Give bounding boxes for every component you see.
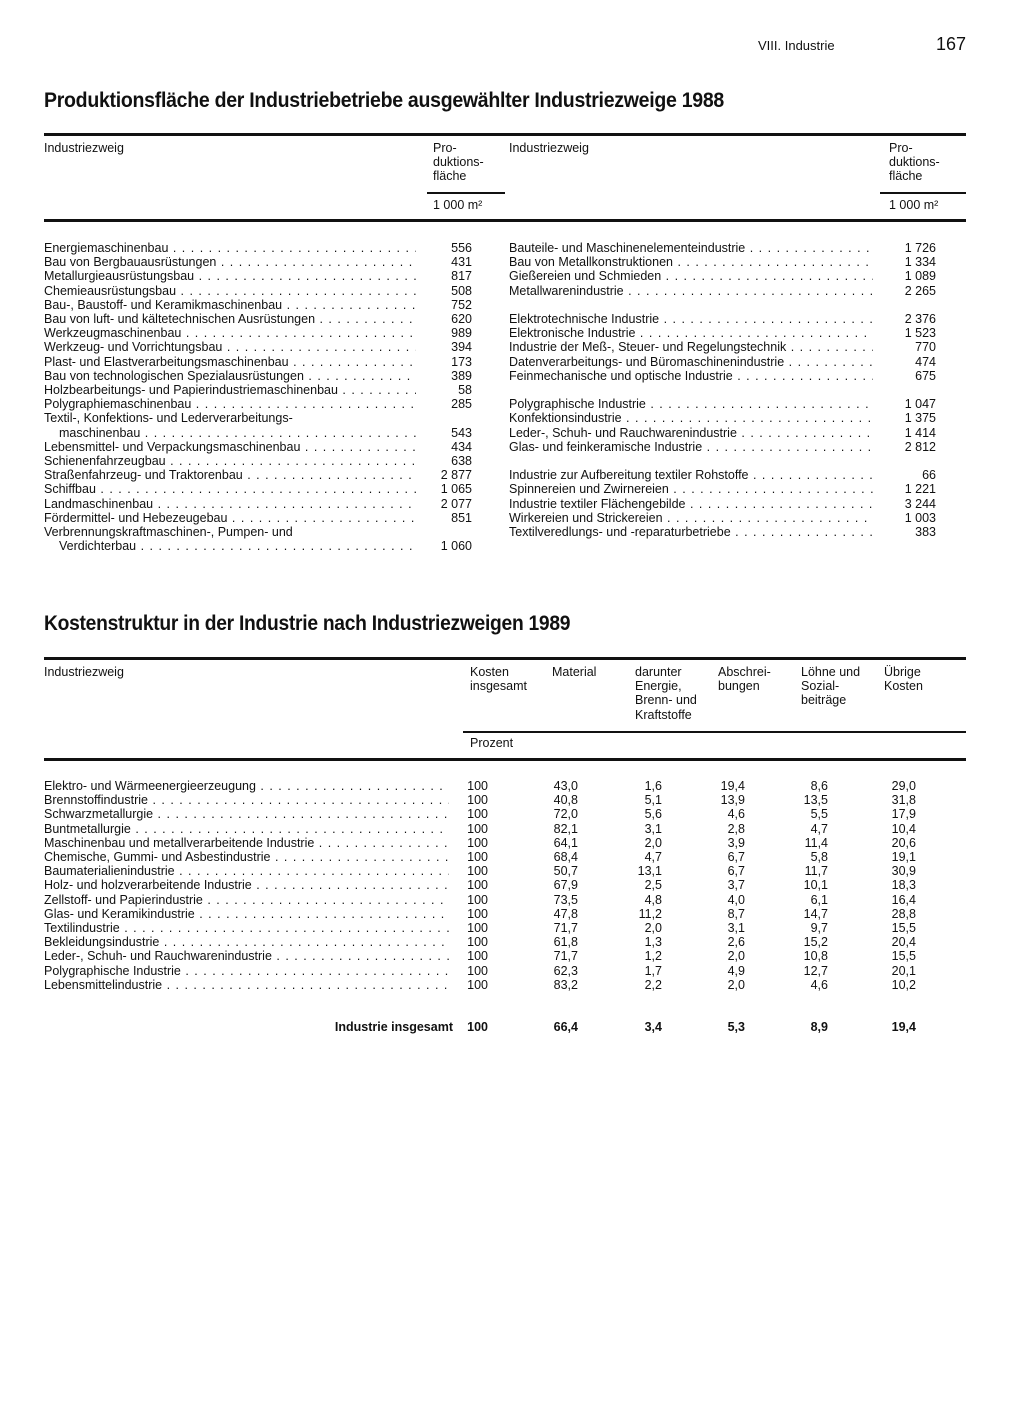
row-label: Elektrotechnische Industrie . . . [509,312,873,326]
row-label: Textilveredlungs- und -reparaturbetriebe . . . [509,525,873,539]
cost-value: 71,7 [553,921,578,935]
table-row [44,397,474,411]
cost-value: 71,7 [553,949,578,964]
cost-value: 66,4 [553,1020,578,1035]
row-label: Wirkereien und Strickereien . . . [509,511,873,525]
table1-left-rows [44,241,474,561]
row-value: 508 [451,283,472,298]
table2-other-header: Übrige Kosten [884,665,923,694]
cost-value: 17,9 [891,807,916,822]
row-value: 3 244 [904,496,936,511]
table-row [509,340,936,354]
table-row [44,878,934,892]
table-row [44,298,474,312]
cost-value: 20,1 [891,963,916,978]
table1-right-rows [509,241,936,541]
cost-value: 4,6 [810,977,828,992]
table-row [44,864,934,878]
cost-value: 1,6 [644,779,662,793]
row-value: 989 [451,326,472,341]
row-value: 543 [451,425,472,440]
cost-value: 2,8 [727,821,745,836]
row-label: Bekleidungsindustrie . . . [44,935,449,949]
running-header: VIII. Industrie [758,38,835,53]
cost-value: 2,6 [727,935,745,950]
row-label: Textil-, Konfektions- und Lederverarbeitungs- [44,411,293,426]
row-label: Chemische, Gummi- und Asbestindustrie . . . [44,850,449,864]
cost-value: 6,7 [727,850,745,864]
row-value: 2 877 [440,468,472,483]
cost-value: 2,0 [727,977,745,992]
cost-value: 68,4 [553,850,578,864]
cost-value: 15,2 [803,935,828,950]
table-row [44,454,474,468]
table1-left-area-header: Pro- duktions- fläche [433,141,484,184]
row-label: Energiemaschinenbau . . . [44,241,416,255]
cost-value: 50,7 [553,864,578,879]
cost-value: 100 [467,906,488,921]
cost-value: 4,0 [727,892,745,907]
cost-value: 14,7 [803,906,828,921]
row-label: Baumaterialienindustrie . . . [44,864,449,878]
table-row [44,411,474,425]
table-row [44,369,474,383]
row-label: Chemieausrüstungsbau . . . [44,284,416,298]
row-value: 2 265 [904,283,936,298]
table1-right-area-header: Pro- duktions- fläche [889,141,940,184]
table-row [44,978,934,992]
table-row [44,269,474,283]
row-value: 1 221 [904,482,936,497]
row-value: 1 089 [904,269,936,284]
cost-value: 4,9 [727,963,745,978]
cost-value: 10,8 [803,949,828,964]
table-row [509,284,936,298]
row-value: 770 [915,340,936,355]
row-label: Glas- und Keramikindustrie . . . [44,907,449,921]
row-value: 556 [451,241,472,255]
row-label: Bau von Metallkonstruktionen . . . [509,255,873,269]
cost-value: 9,7 [810,921,828,935]
row-value: 752 [451,297,472,312]
cost-value: 2,0 [644,835,662,850]
table-row [509,369,936,383]
table-row [44,921,934,935]
table-row [44,340,474,354]
row-label: Straßenfahrzeug- und Traktorenbau . . . [44,468,416,482]
cost-value: 62,3 [553,963,578,978]
cost-value: 8,7 [727,906,745,921]
table1-right-unit: 1 000 m² [889,198,939,212]
row-value: 474 [915,354,936,369]
page-number: 167 [936,34,967,54]
table-row [44,355,474,369]
row-label: Fördermittel- und Hebezeugebau . . . [44,511,416,525]
row-label: Industrie insgesamt [334,1020,453,1035]
cost-value: 13,9 [720,793,745,808]
table-row [509,312,936,326]
table1-top-rule [44,133,966,136]
cost-value: 1,3 [644,935,662,950]
row-label: Zellstoff- und Papierindustrie . . . [44,893,449,907]
table2-total-header: Kosten insgesamt [470,665,527,694]
table1-title: Produktionsfläche der Industriebetriebe ausgewählter Industriezweige 1988 [44,89,724,112]
table-row [44,511,474,525]
cost-value: 30,9 [891,864,916,879]
table-row [44,935,934,949]
cost-value: 100 [467,878,488,893]
cost-value: 100 [467,864,488,879]
row-label: Holzbearbeitungs- und Papierindustriemaschinenbau . . . [44,383,416,397]
table-row [509,255,936,269]
row-label: Buntmetallurgie . . . [44,822,449,836]
cost-value: 10,4 [891,821,916,836]
cost-value: 28,8 [891,906,916,921]
table-row [509,326,936,340]
row-label: Lebensmittel- und Verpackungsmaschinenbau . . . [44,440,416,454]
cost-value: 73,5 [553,892,578,907]
cost-value: 100 [467,1020,488,1035]
row-label: Bau von Bergbauausrüstungen . . . [44,255,416,269]
table-row [509,482,936,496]
row-value: 851 [451,510,472,525]
total-row [44,1020,934,1034]
table-row [44,326,474,340]
cost-value: 8,9 [810,1020,828,1035]
table-row [44,793,934,807]
table-row [509,525,936,539]
cost-value: 5,3 [727,1020,745,1035]
row-label: Schiffbau . . . [44,482,416,496]
row-value: 1 414 [904,425,936,440]
table-row [44,822,934,836]
cost-value: 61,8 [553,935,578,950]
row-label: Bau von luft- und kältetechnischen Ausrüstungen . . . [44,312,416,326]
row-label: Werkzeugmaschinenbau . . . [44,326,416,340]
table-row [44,850,934,864]
table1-left-unit: 1 000 m² [433,198,483,212]
table-row [44,241,474,255]
cost-value: 6,1 [810,892,828,907]
row-value: 394 [451,340,472,355]
cost-value: 3,7 [727,878,745,893]
row-label: Brennstoffindustrie . . . [44,793,449,807]
table1-left-branch-header: Industriezweig [44,141,124,155]
cost-value: 4,7 [810,821,828,836]
row-value: 2 077 [440,496,472,511]
cost-value: 100 [467,793,488,808]
row-label: Leder-, Schuh- und Rauchwarenindustrie . . . [44,949,449,963]
row-value: 1 523 [904,326,936,341]
row-value: 1 047 [904,397,936,412]
row-label: Polygraphische Industrie . . . [509,397,873,411]
cost-value: 10,1 [803,878,828,893]
table-row [44,836,934,850]
cost-value: 5,8 [810,850,828,864]
row-label: Bau von technologischen Spezialausrüstungen . . . [44,369,416,383]
cost-value: 5,6 [644,807,662,822]
cost-value: 11,7 [804,864,828,879]
cost-value: 100 [467,935,488,950]
cost-value: 47,8 [553,906,578,921]
cost-value: 20,4 [891,935,916,950]
table-row [44,426,474,440]
table-row [44,779,934,793]
table2-title: Kostenstruktur in der Industrie nach Industriezweigen 1989 [44,612,571,635]
row-label: Lebensmittelindustrie . . . [44,978,449,992]
cost-value: 15,5 [891,921,916,935]
row-label: Verbrennungskraftmaschinen-, Pumpen- und [44,525,293,539]
row-label: Leder-, Schuh- und Rauchwarenindustrie . . . [509,426,873,440]
row-label: Bau-, Baustoff- und Keramikmaschinenbau . . . [44,298,416,312]
row-value: 58 [458,383,472,397]
table-row [509,411,936,425]
cost-value: 67,9 [553,878,578,893]
table-row [44,949,934,963]
cost-value: 18,3 [891,878,916,893]
row-label: Schwarzmetallurgie . . . [44,807,449,821]
table-row [44,383,474,397]
row-label: Konfektionsindustrie . . . [509,411,873,425]
row-value: 2 812 [904,439,936,454]
cost-value: 2,2 [644,977,662,992]
row-value: 1 375 [904,411,936,426]
cost-value: 43,0 [553,779,578,793]
cost-value: 8,6 [810,779,828,793]
row-label: Verdichterbau . . . [44,539,416,553]
table-row [509,269,936,283]
row-label: Elektronische Industrie . . . [509,326,873,340]
table2-depreciation-header: Abschrei- bungen [718,665,771,694]
table2-rows [44,779,934,1039]
table-row [509,440,936,454]
cost-value: 13,1 [637,864,662,879]
cost-value: 19,4 [720,779,745,793]
row-value: 1 726 [904,241,936,255]
cost-value: 3,9 [727,835,745,850]
table-row [509,497,936,511]
table-row [44,907,934,921]
row-label: Maschinenbau und metallverarbeitende Industrie . . . [44,836,449,850]
row-label: Polygraphische Industrie . . . [44,964,449,978]
table-row [44,893,934,907]
cost-value: 72,0 [553,807,578,822]
table-row [44,525,474,539]
cost-value: 15,5 [891,949,916,964]
cost-value: 3,1 [644,821,662,836]
cost-value: 100 [467,779,488,793]
cost-value: 82,1 [553,821,578,836]
table-row [509,397,936,411]
cost-value: 100 [467,949,488,964]
table-row [44,255,474,269]
row-label: Industrie textiler Flächengebilde . . . [509,497,873,511]
cost-value: 100 [467,963,488,978]
table1-right-branch-header: Industriezweig [509,141,589,155]
row-value: 66 [922,468,936,483]
row-value: 431 [451,255,472,270]
row-value: 1 060 [440,539,472,554]
cost-value: 2,5 [644,878,662,893]
row-value: 1 065 [440,482,472,497]
row-label: maschinenbau . . . [44,426,416,440]
row-label: Textilindustrie . . . [44,921,449,935]
table2-material-header: Material [552,665,597,679]
cost-value: 2,0 [644,921,662,935]
table-row [509,355,936,369]
cost-value: 10,2 [891,977,916,992]
row-label: Bauteile- und Maschinenelementeindustrie . . . [509,241,873,255]
table-row [44,284,474,298]
cost-value: 19,4 [891,1020,916,1035]
row-value: 1 003 [904,510,936,525]
row-value: 817 [451,269,472,284]
row-label: Landmaschinenbau . . . [44,497,416,511]
row-value: 1 334 [904,255,936,270]
table-row [44,468,474,482]
row-label: Feinmechanische und optische Industrie . . . [509,369,873,383]
table2-energy-header: darunter Energie, Brenn- und Kraftstoffe [635,665,697,722]
table1-right-unit-rule [880,192,966,194]
cost-value: 11,2 [638,906,662,921]
row-label: Industrie der Meß-, Steuer- und Regelungstechnik . . . [509,340,873,354]
table-row [44,312,474,326]
row-label: Polygraphiemaschinenbau . . . [44,397,416,411]
table-row [509,241,936,255]
cost-value: 3,4 [644,1020,662,1035]
row-value: 285 [451,397,472,412]
cost-value: 100 [467,850,488,864]
table-row [509,468,936,482]
row-label: Schienenfahrzeugbau . . . [44,454,416,468]
row-label: Metallurgieausrüstungsbau . . . [44,269,416,283]
cost-value: 3,1 [727,921,745,935]
row-label: Metallwarenindustrie . . . [509,284,873,298]
cost-value: 100 [467,977,488,992]
cost-value: 2,0 [727,949,745,964]
cost-value: 100 [467,892,488,907]
table1-title-wrap [44,89,776,113]
row-value: 389 [451,368,472,383]
row-value: 620 [451,312,472,326]
table-row [509,426,936,440]
cost-value: 11,4 [804,835,828,850]
row-value: 638 [451,454,472,468]
table-row [509,511,936,525]
table-row [44,964,934,978]
cost-value: 100 [467,821,488,836]
table2-header-rule [44,758,966,761]
cost-value: 16,4 [891,892,916,907]
table2-wages-header: Löhne und Sozial- beiträge [801,665,861,708]
row-label: Industrie zur Aufbereitung textiler Rohstoffe . . . [509,468,873,482]
table-row [44,539,474,553]
cost-value: 4,8 [644,892,662,907]
table-row [44,440,474,454]
cost-value: 13,5 [803,793,828,808]
row-value: 434 [451,439,472,454]
table2-unit: Prozent [470,736,514,750]
cost-value: 83,2 [553,977,578,992]
table1-left-unit-rule [427,192,505,194]
cost-value: 31,8 [891,793,916,808]
table-row [44,482,474,496]
row-value: 675 [915,368,936,383]
row-label: Werkzeug- und Vorrichtungsbau . . . [44,340,416,354]
cost-value: 29,0 [891,779,916,793]
table-row [44,807,934,821]
cost-value: 100 [467,835,488,850]
row-value: 2 376 [904,312,936,326]
row-label: Glas- und feinkeramische Industrie . . . [509,440,873,454]
cost-value: 4,7 [644,850,662,864]
cost-value: 5,1 [644,793,662,808]
row-value: 383 [915,525,936,539]
row-value: 173 [451,354,472,369]
row-label: Datenverarbeitungs- und Büromaschinenindustrie . . . [509,355,873,369]
cost-value: 19,1 [891,850,916,864]
table2-branch-header: Industriezweig [44,665,124,679]
table2-unit-rule [463,731,966,733]
cost-value: 4,6 [727,807,745,822]
cost-value: 64,1 [553,835,578,850]
table2-top-rule [44,657,966,660]
cost-value: 12,7 [803,963,828,978]
row-label: Spinnereien und Zwirnereien . . . [509,482,873,496]
table1-header-rule [44,219,966,222]
cost-value: 5,5 [810,807,828,822]
table2-title-wrap [44,612,618,636]
cost-value: 40,8 [553,793,578,808]
table-row [44,497,474,511]
row-label: Elektro- und Wärmeenergieerzeugung . . . [44,779,449,793]
cost-value: 1,2 [644,949,662,964]
cost-value: 100 [467,921,488,935]
cost-value: 6,7 [727,864,745,879]
cost-value: 1,7 [644,963,662,978]
row-label: Plast- und Elastverarbeitungsmaschinenbau . . . [44,355,416,369]
row-label: Gießereien und Schmieden . . . [509,269,873,283]
cost-value: 100 [467,807,488,822]
cost-value: 20,6 [891,835,916,850]
row-label: Holz- und holzverarbeitende Industrie . . . [44,878,449,892]
